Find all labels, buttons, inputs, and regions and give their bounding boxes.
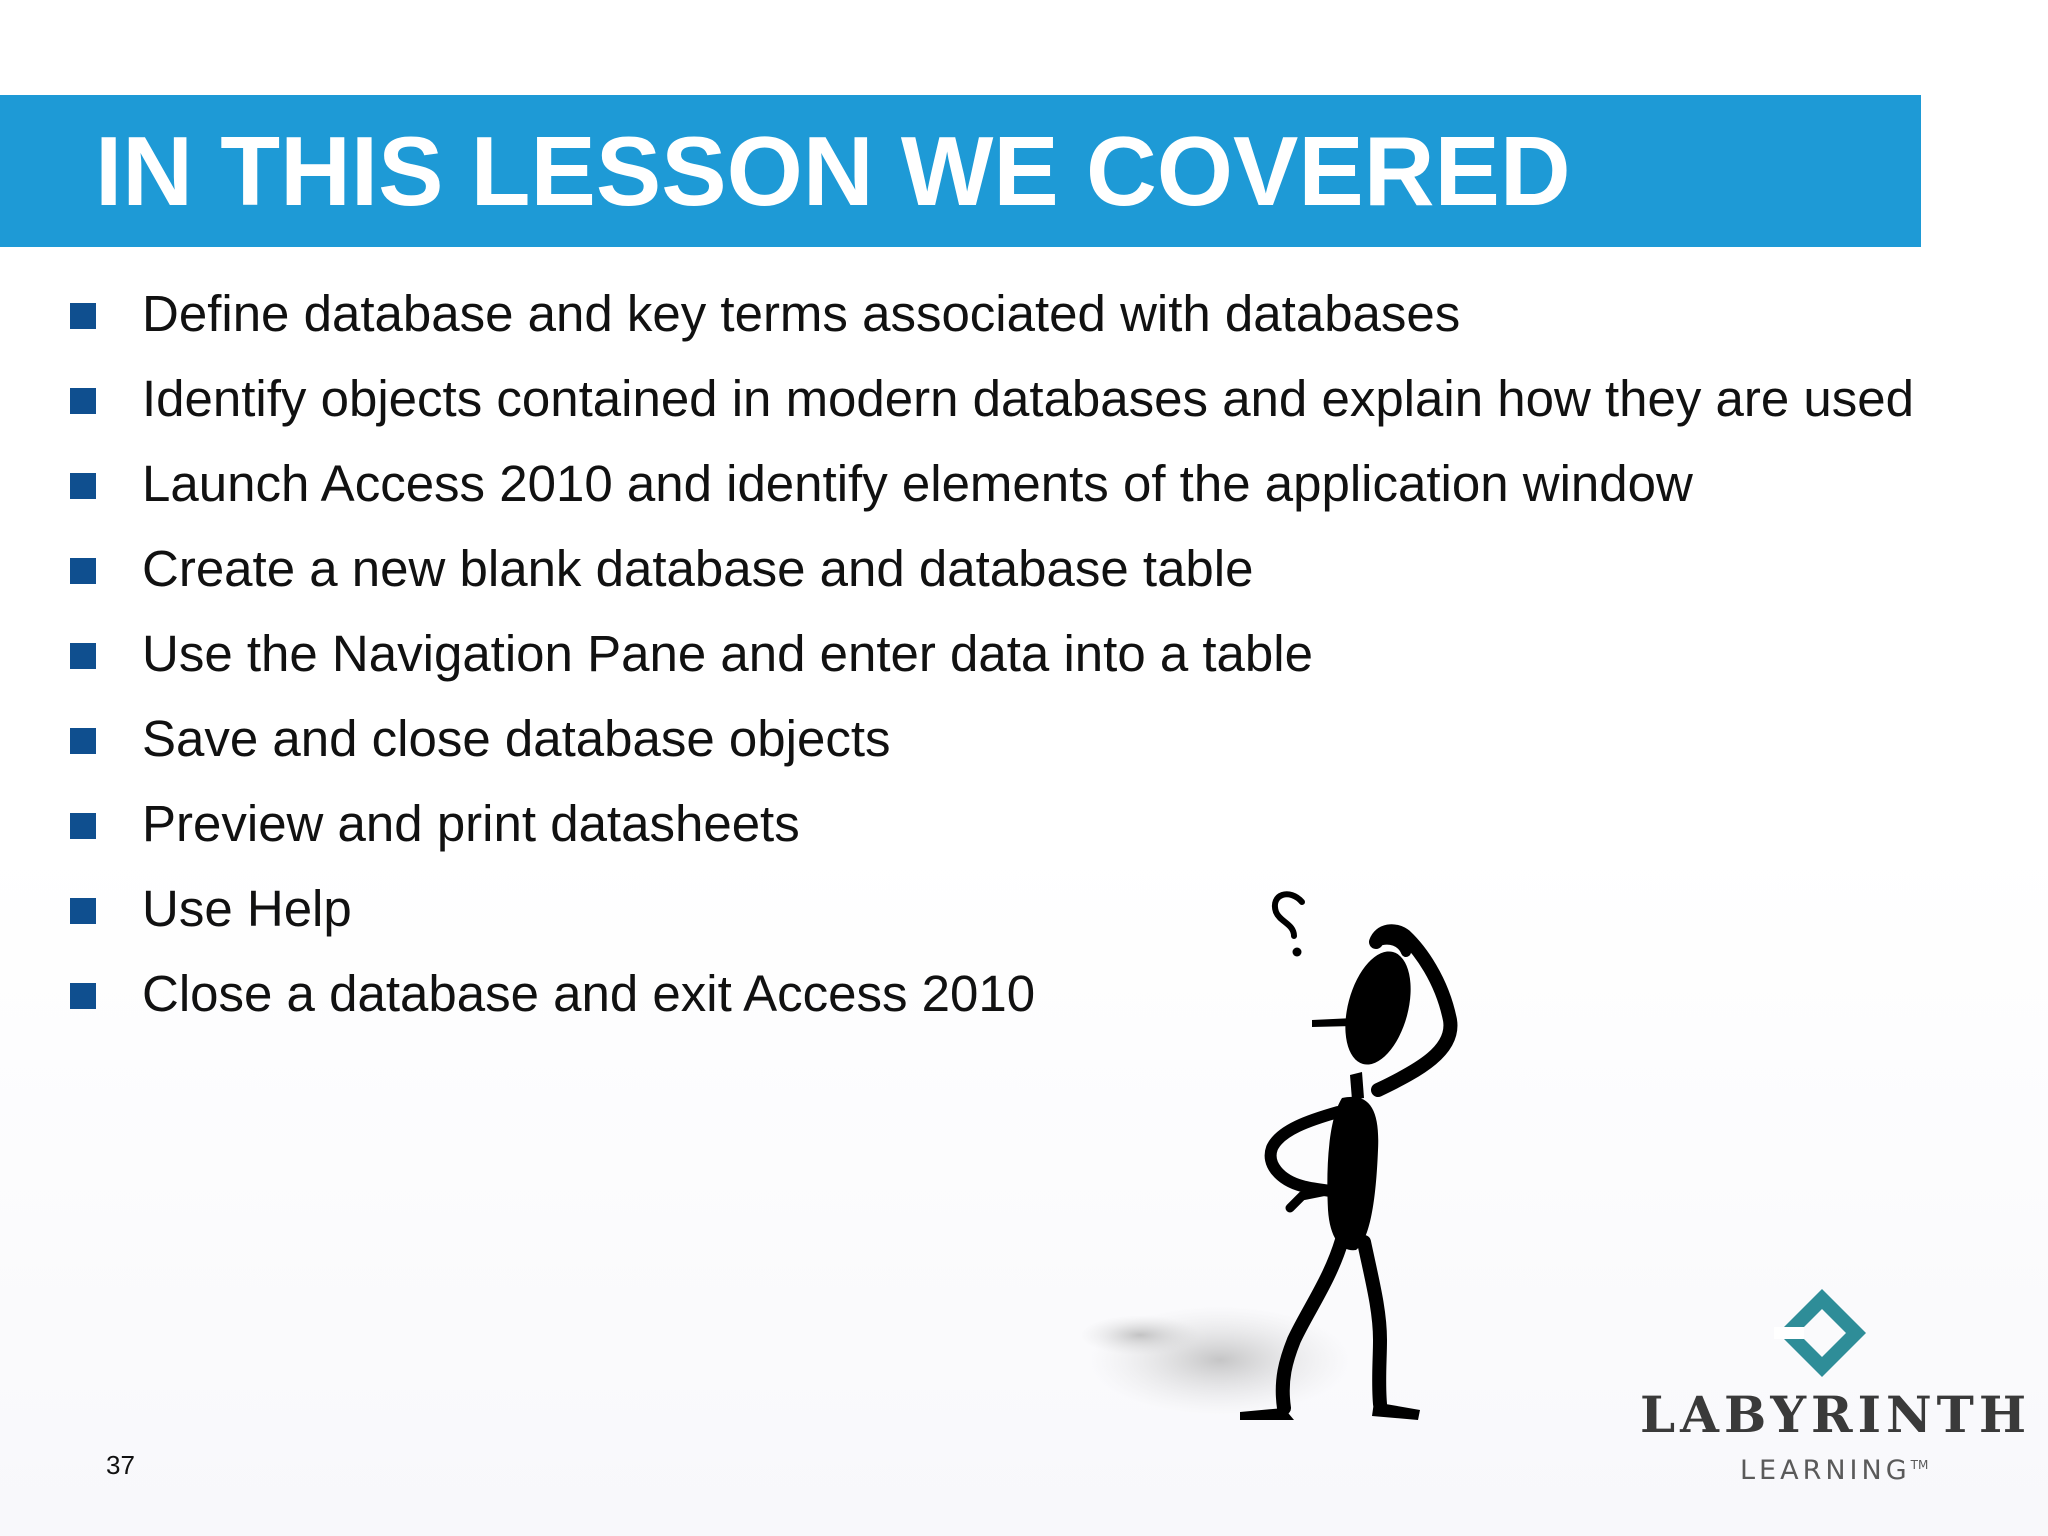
bullet-text: Preview and print datasheets [142, 795, 800, 852]
slide-title: IN THIS LESSON WE COVERED [95, 116, 1571, 226]
list-item [0, 960, 1922, 1027]
bullet-text: Define database and key terms associated with databases [142, 285, 1461, 342]
list-item [0, 620, 1922, 687]
bullet-square-icon [70, 813, 96, 839]
list-item [0, 790, 1922, 857]
labyrinth-diamond-icon [1772, 1283, 1872, 1383]
logo-subtitle [1740, 1455, 2000, 1486]
list-item [0, 875, 1922, 942]
bullet-text: Launch Access 2010 and identify elements of the application window [142, 455, 1693, 512]
bullet-square-icon [70, 898, 96, 924]
labyrinth-learning-logo [1640, 1275, 2032, 1495]
bullet-square-icon [70, 388, 96, 414]
bullet-square-icon [70, 558, 96, 584]
page-number: 37 [106, 1450, 135, 1480]
bullet-square-icon [70, 473, 96, 499]
list-item [0, 535, 1922, 602]
bullet-square-icon [70, 303, 96, 329]
bullet-text: Close a database and exit Access 2010 [142, 965, 1036, 1022]
list-item [0, 450, 1922, 517]
bullet-text: Create a new blank database and database table [142, 540, 1254, 597]
bullet-text: Save and close database objects [142, 710, 891, 767]
trademark-symbol: TM [1910, 1458, 1929, 1472]
bullet-square-icon [70, 643, 96, 669]
list-item [0, 705, 1922, 772]
confused-stick-figure-icon [1080, 880, 1520, 1460]
bullet-list [0, 280, 1960, 1045]
logo-subtitle-text: LEARNING [1740, 1455, 1911, 1486]
bullet-square-icon [70, 728, 96, 754]
list-item [0, 280, 1922, 347]
bullet-text: Use the Navigation Pane and enter data into a table [142, 625, 1313, 682]
bullet-text: Use Help [142, 880, 352, 937]
list-item [0, 365, 1922, 432]
bullet-square-icon [70, 983, 96, 1009]
logo-wordmark: LABYRINTH [1640, 1385, 2032, 1444]
bullet-text: Identify objects contained in modern databases and explain how they are used [142, 370, 1915, 427]
